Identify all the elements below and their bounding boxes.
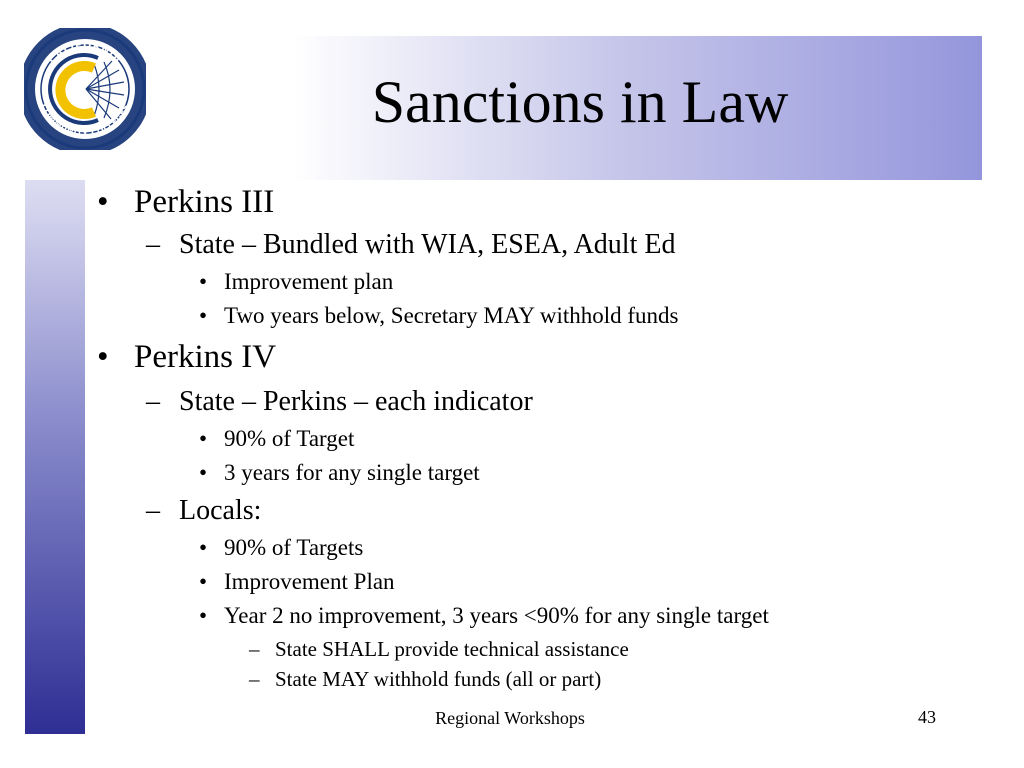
bullet-text: Year 2 no improvement, 3 years <90% for any single target: [224, 603, 769, 628]
bullet-marker: •: [199, 460, 208, 485]
bullet-marker: •: [199, 603, 208, 628]
bullet-marker: –: [249, 667, 260, 691]
bullet-text: 3 years for any single target: [224, 460, 480, 485]
bullet-text: Improvement Plan: [224, 569, 395, 594]
bullet-marker: •: [199, 535, 208, 560]
bullet-text: 90% of Targets: [224, 535, 364, 560]
bullet-marker: •: [97, 184, 109, 220]
footer-text: Regional Workshops: [435, 708, 585, 728]
bullet-text: Perkins IV: [134, 339, 277, 375]
slide-number: 43: [918, 707, 936, 727]
bullet-text: State MAY withhold funds (all or part): [275, 667, 602, 691]
bullet-marker: •: [199, 569, 208, 594]
bullet-text: State – Perkins – each indicator: [179, 386, 533, 417]
bullet-text: 90% of Target: [224, 426, 355, 451]
bullet-marker: –: [146, 229, 160, 260]
bullet-text: Perkins III: [134, 184, 275, 220]
bullet-text: Locals:: [179, 495, 262, 526]
bullet-text: Two years below, Secretary MAY withhold funds: [224, 303, 679, 328]
bullet-marker: –: [146, 495, 160, 526]
logo-text-bottom: COMMUNITY COLLEGES: [39, 102, 131, 139]
bullet-marker: •: [199, 426, 208, 451]
california-community-colleges-logo: [24, 28, 146, 150]
bullet-marker: –: [249, 637, 260, 661]
bullet-marker: •: [199, 269, 208, 294]
bullet-marker: –: [146, 386, 160, 417]
logo-text-top: CALIFORNIA: [46, 39, 124, 66]
bullet-text: State SHALL provide technical assistance: [275, 637, 629, 661]
slide-title: Sanctions in Law: [371, 69, 789, 135]
bullet-marker: •: [97, 339, 109, 375]
bullet-text: State – Bundled with WIA, ESEA, Adult Ed: [179, 229, 676, 260]
bullet-text: Improvement plan: [224, 269, 394, 294]
bullet-marker: •: [199, 303, 208, 328]
